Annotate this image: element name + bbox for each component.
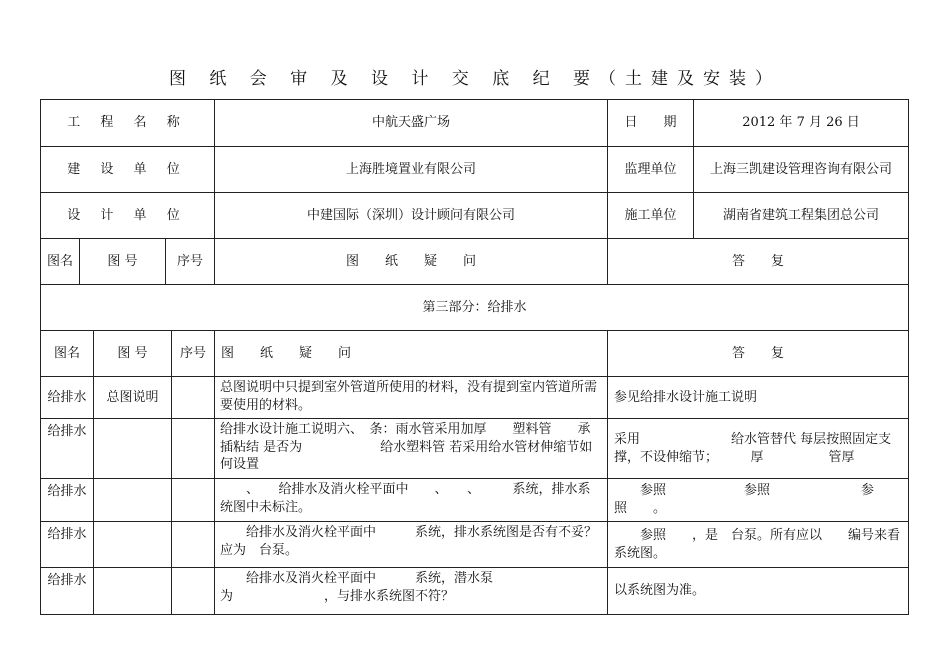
table-row-name: 给排水 [41,377,94,419]
project-name-value: 中航天盛广场 [215,100,608,147]
table-row-name: 给排水 [41,522,94,568]
review-table [40,99,909,615]
table-row-number [94,568,172,614]
designer-label: 设 计 单 位 [41,193,215,239]
contractor-value: 湖南省建筑工程集团总公司 [694,193,908,239]
supervisor-value: 上海三凯建设管理咨询有限公司 [694,147,908,193]
table-row-question: 总图说明中只提到室外管道所使用的材料，没有提到室内管道所需要使用的材料。 [215,377,608,419]
col-header-name: 图名 [41,239,80,285]
table-row-number [94,419,172,479]
designer-value: 中建国际（深圳）设计顾问有限公司 [215,193,608,239]
col-header-answer: 答 复 [608,239,908,285]
section-title: 第三部分：给排水 [41,285,908,331]
table-row-number [94,522,172,568]
table-row-seq [172,568,215,614]
table-row-answer: 以系统图为准。 [614,583,706,599]
builder-value: 上海胜境置业有限公司 [215,147,608,193]
supervisor-label: 监理单位 [608,147,694,193]
table-row-answer: 采用 给水管替代 每层按照固定支撑，不设伸缩节； 厚 管厚 [608,419,908,479]
builder-label: 建 设 单 位 [41,147,215,193]
col2-header-name: 图名 [41,331,94,377]
col-header-number: 图 号 [80,239,166,285]
col2-header-answer: 答 复 [608,331,908,377]
col2-header-number: 图 号 [94,331,172,377]
table-row-question: 给排水及消火栓平面中 系统，排水系统图是否有不妥？应为 台泵。 [215,522,608,568]
table-row-name: 给排水 [41,479,94,522]
table-row-answer: 参见给排水设计施工说明 [608,377,908,419]
table-row-name: 给排水 [41,419,94,479]
document-title: 图 纸 会 审 及 设 计 交 底 纪 要（土建及安装） [168,69,782,89]
table-row-question: 给排水设计施工说明六、 条：雨水管采用加厚 塑料管 承插粘结 是否为 给水塑料管 若采用给水管材伸缩节如何设置 [215,419,608,479]
table-row-number: 总图说明 [94,377,172,419]
col2-header-question: 图 纸 疑 问 [215,331,608,377]
contractor-label: 施工单位 [608,193,694,239]
table-row-number [94,479,172,522]
date-label: 日 期 [608,100,694,147]
table-row-seq [172,419,215,479]
table-row-answer: 参照 参照 参照 。 [608,479,908,522]
col2-header-seq: 序号 [172,331,215,377]
col-header-seq: 序号 [166,239,215,285]
project-name-label: 工 程 名 称 [41,100,215,147]
table-row-question: 给排水及消火栓平面中 系统，潜水泵为 ，与排水系统图不符？ [215,568,608,614]
date-value: 2012 年 7 月 26 日 [694,100,908,147]
table-row-seq [172,377,215,419]
col-header-question: 图 纸 疑 问 [215,239,608,285]
table-row-seq [172,479,215,522]
table-row-name: 给排水 [41,568,94,614]
table-row-question: 、 给排水及消火栓平面中 、 、 系统，排水系统图中未标注。 [215,479,608,522]
table-row-seq [172,522,215,568]
table-row-answer: 参照 ，是 台泵。所有应以 编号来看系统图。 [608,522,908,568]
